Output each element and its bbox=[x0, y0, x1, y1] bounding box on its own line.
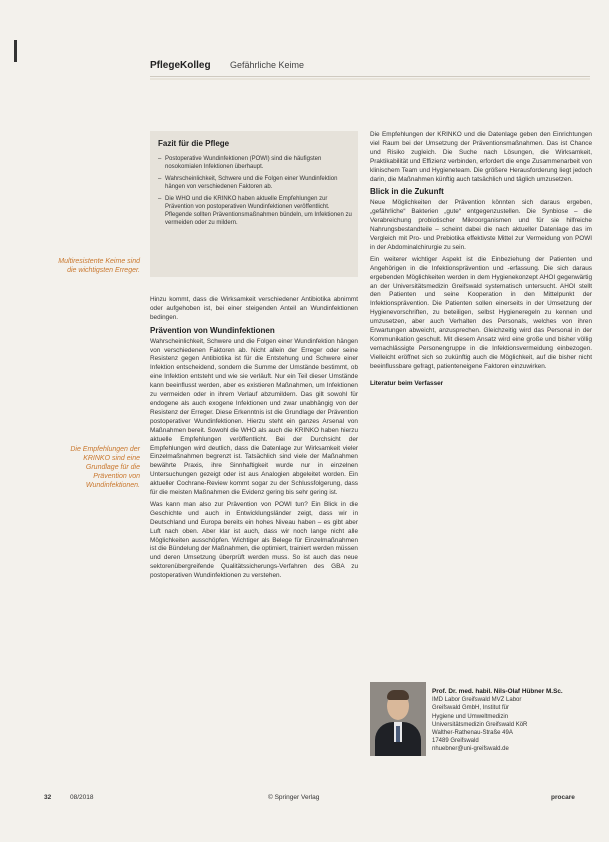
body-paragraph: Ein weiterer wichtiger Aspekt ist die Einbeziehung der Patienten und Angehörigen in die Infektionsprävention und -erfassung. Die sich daraus ergebenden Möglichkeiten werden in dem Hygienekonzept AHOI gegenwärtig an der Universitätsmedizin Greifswald systematisch untersucht. AHOI stellt den Patienten und seine Kooperation in den Mittelpunkt der Infektionsprävention. Die Patienten sollen einerseits in der Umsetzung der Hygienevorschriften, zu beteiligen, selbst Hygieneregeln zu kennen und umzusetzen, aber auch Verhalten des Personals, welches von ihren Erwartungen abweicht, anzusprechen. Gleichzeitig wird das Personal in der Kommunikation geschult. Mit diesem Ansatz wird eine große und bisher völlig vernachlässigte Personengruppe in die Infektionsvermeidung einbezogen. Vielleicht eröffnet sich so zukünftig auch die Möglichkeit, auf die bisher nicht beeinflussbare gefragt, patienteneigene Faktoren einzuwirken. bbox=[370, 255, 592, 370]
section-heading: Prävention von Wundinfektionen bbox=[150, 325, 275, 335]
page-number: 32 bbox=[44, 794, 52, 801]
body-paragraph: Die Empfehlungen der KRINKO und die Datenlage geben den Einrichtungen viel Raum bei der Umsetzung der Präventionsmaßnahmen. Das ist Chance und Risiko zugleich. Die Suche nach Lösungen, die Wirksamkeit, Praktikabilität und Effizienz verbinden, erfordert die enge Zusammenarbeit von klinischem Team und Hygieneteam. Die größere Herausforderung liegt jedoch darin, die Maßnahmen künftig auch tatsächlich und täglich umzusetzen. bbox=[370, 131, 592, 183]
summary-list-item: – Wahrscheinlichkeit, Schwere und die Folgen einer Wundinfektion hängen von verschiedenen Faktoren ab. bbox=[158, 175, 354, 191]
page-edge-mark bbox=[14, 40, 17, 62]
page-footer bbox=[0, 794, 609, 810]
margin-note: Die Empfehlungen der KRINKO sind eine Grundlage für die Prävention von Wundinfektionen. bbox=[70, 446, 140, 489]
summary-list-item: – Postoperative Wundinfektionen (POWI) sind die häufigsten nosokomialen Infektionen überhaupt. bbox=[158, 155, 354, 171]
left-column bbox=[150, 296, 358, 584]
summary-list-item: – Die WHO und die KRINKO haben aktuelle Empfehlungen zur Prävention von postoperativen Wundinfektionen veröffentlicht. Pflegende sollten Präventionsmaßnahmen bündeln, um Infektionen zu vermeiden oder zu mildern. bbox=[158, 195, 354, 227]
summary-box bbox=[150, 131, 358, 277]
body-paragraph: Was kann man also zur Prävention von POWI tun? Ein Blick in die Geschichte und auch in Entwicklungsländer zeigt, dass wir in Deutschland und Europa bereits ein hohes Niveau haben – es gibt aber Luft nach oben. Aber klar ist auch, dass wir noch lange nicht alle Möglichkeiten ausschöpfen. Wichtiger als Belege für Einzelmaßnahmen ist die Bündelung der Maßnahmen, die optimiert, trainiert werden müssen und deren Umsetzung überprüft werden muss. So ist auch das neue sektorenübergreifende Qualitätssicherungs-Verfahren des GBA zu postoperativen Wundinfektionen zu verstehen. bbox=[150, 500, 358, 580]
author-email[interactable]: nhuebner@uni-greifswald.de bbox=[432, 746, 509, 753]
author-address-line: Universitätsmedizin Greifswald KöR bbox=[432, 721, 528, 728]
author-info bbox=[432, 688, 592, 754]
summary-list bbox=[158, 155, 354, 231]
header-rule bbox=[150, 78, 590, 80]
literature-note: Literatur beim Verfasser bbox=[370, 379, 444, 387]
author-address-line: Greifswald GmbH, Institut für bbox=[432, 705, 510, 712]
author-photo bbox=[370, 682, 426, 756]
publisher-label: © Springer Verlag bbox=[268, 794, 320, 801]
margin-note: Multiresistente Keime sind die wichtigsten Erreger. bbox=[58, 258, 140, 274]
right-column bbox=[370, 131, 592, 391]
page-header bbox=[150, 60, 590, 77]
author-address-line: 17489 Greifswald bbox=[432, 738, 479, 745]
author-address-line: Walther-Rathenau-Straße 49A bbox=[432, 730, 513, 737]
author-address-line: IMD Labor Greifswald MVZ Labor bbox=[432, 697, 522, 704]
body-paragraph: Neue Möglichkeiten der Prävention könnten sich daraus ergeben, „gefährliche“ Bakterien „gute“ entgegenzustellen. Die Synbiose – die Verabreichung probiotischer Mikroorganismen und für sie hilfreiche Nahrungsbestandteile – scheint dabei die nach aktueller Datenlage das im Vergleich mit Pro- und Prebiotika effektivste Mittel zur Vermeidung von POWI in der Abdominalchirurgie zu sein. bbox=[370, 199, 592, 251]
issue-label: 08/2018 bbox=[70, 794, 94, 801]
body-paragraph: Hinzu kommt, dass die Wirksamkeit verschiedener Antibiotika abnimmt oder aufgehoben ist, bei einer steigenden Anteil an Wundinfektionen bedingen. bbox=[150, 296, 358, 321]
journal-brand: PflegeKolleg bbox=[150, 60, 211, 71]
journal-name: procare bbox=[551, 794, 575, 801]
section-title: Gefährliche Keime bbox=[230, 60, 305, 70]
author-address-line: Hygiene und Umweltmedizin bbox=[432, 713, 509, 720]
author-name: Prof. Dr. med. habil. Nils-Olaf Hübner M.Sc. bbox=[432, 688, 563, 695]
summary-box-title: Fazit für die Pflege bbox=[158, 139, 230, 148]
section-heading: Blick in die Zukunft bbox=[370, 187, 444, 197]
body-paragraph: Wahrscheinlichkeit, Schwere und die Folgen einer Wundinfektion hängen von verschiedenen Faktoren ab. Nicht allein der Erreger oder seine Resistenz gegen Antibiotika ist für die Entstehung und Schwere einer Infektion entscheidend, sondern die Summe der Umstände bestimmt, ob eine Infektion entsteht und wie sie verläuft. Nur ein Teil dieser Umstände kann beeinflusst werden, aber es existieren Maßnahmen, um Infektionen zu vermeiden oder in ihrem Verlauf abzumildern. Das gilt sowohl für endogene als auch exogene Infektionen und zwar unabhängig von der Resistenz der Erreger. Diese Erkenntnis ist die Grundlage der Prävention postoperativer Wundinfektionen. Hierzu steht ein ganzes Arsenal von Maßnahmen bereit. Sowohl die WHO als auch die KRINKO haben hierzu aktuelle Empfehlungen veröffentlicht. Bei der Durchsicht der Empfehlungen wird deutlich, dass die Datenlage zur Wirksamkeit vieler Einzelmaßnahmen begrenzt ist. Tatsächlich sind viele der Maßnahmen bewährte Praxis, ihre Sinnhaftigkeit wurde nur in einzelnen Untersuchungen gezeigt oder ist aus Analogien abgeleitet worden. Ein aktueller Cochrane-Review kommt sogar zu der Schlussfolgerung, dass für die meisten Maßnahmen die Evidenz gering bis sehr gering ist. bbox=[150, 337, 358, 497]
